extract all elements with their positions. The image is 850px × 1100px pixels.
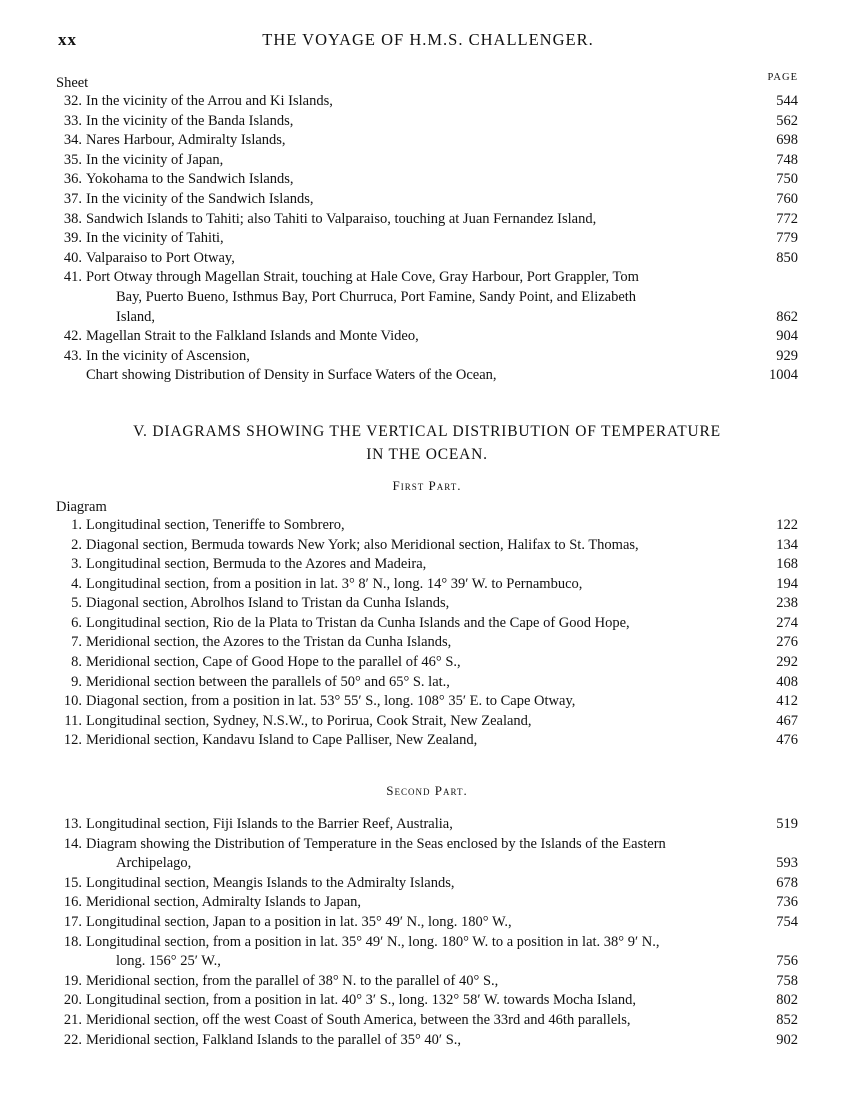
contents-entry — [56, 933, 798, 972]
entry-number: 3. — [71, 556, 82, 573]
entry-title: Diagonal section, Bermuda towards New York; also Meridional section, Halifax to St. Thomas, — [86, 536, 639, 553]
contents-entry — [56, 1011, 798, 1031]
contents-entry — [56, 516, 798, 536]
entry-title: Meridional section, Cape of Good Hope to the parallel of 46° S., — [86, 654, 461, 671]
entry-page-number: 1004 — [769, 367, 798, 384]
contents-entry — [56, 913, 798, 933]
entry-title: In the vicinity of Tahiti, — [86, 230, 224, 247]
contents-entry — [56, 815, 798, 835]
entry-title: Valparaiso to Port Otway, — [86, 249, 235, 266]
contents-entry — [56, 1031, 798, 1051]
entry-title: Longitudinal section, from a position in lat. 35° 49′ N., long. 180° W. to a position in lat. 38° 9′ N., — [86, 933, 660, 950]
entry-number: 41. — [63, 269, 82, 286]
entry-title-continuation: Bay, Puerto Bueno, Isthmus Bay, Port Churruca, Port Famine, Sandy Point, and Elizabeth — [116, 288, 637, 305]
entry-title: Longitudinal section, Meangis Islands to the Admiralty Islands, — [86, 874, 455, 891]
entry-page-number: 519 — [776, 816, 798, 833]
entry-number: 12. — [63, 732, 82, 749]
entry-number: 11. — [64, 712, 82, 729]
entry-page-number: 562 — [776, 112, 798, 129]
entry-page-number: 779 — [776, 230, 798, 247]
entry-title: Meridional section, Falkland Islands to the parallel of 35° 40′ S., — [86, 1031, 462, 1048]
entry-page-number: 292 — [776, 654, 798, 671]
entry-number: 19. — [63, 972, 82, 989]
entry-page-number: 929 — [776, 347, 798, 364]
entry-title: Longitudinal section, Bermuda to the Azores and Madeira, — [86, 556, 427, 573]
contents-entry — [56, 594, 798, 614]
entry-title: In the vicinity of the Sandwich Islands, — [86, 190, 314, 207]
contents-entry — [56, 673, 798, 693]
entry-number: 38. — [63, 210, 82, 227]
entry-title: Meridional section, off the west Coast of South America, between the 33rd and 46th parallels, — [86, 1011, 631, 1028]
contents-entry — [56, 835, 798, 874]
entry-number: 5. — [71, 595, 82, 612]
entry-page-number: 593 — [776, 855, 798, 872]
entry-title: In the vicinity of the Banda Islands, — [86, 112, 294, 129]
entry-title: Diagonal section, Abrolhos Island to Tristan da Cunha Islands, — [86, 595, 450, 612]
entry-number: 37. — [63, 190, 82, 207]
entry-page-number: 904 — [776, 328, 798, 345]
contents-entry — [56, 249, 798, 269]
entry-page-number: 772 — [776, 210, 798, 227]
contents-entry — [56, 575, 798, 595]
entry-page-number: 754 — [776, 914, 798, 930]
contents-entry — [56, 731, 798, 751]
entry-number: 35. — [63, 151, 82, 168]
entry-title: In the vicinity of Japan, — [86, 151, 224, 168]
entry-title: Port Otway through Magellan Strait, touching at Hale Cove, Gray Harbour, Port Grappler, Tom — [86, 269, 639, 286]
entry-title: Meridional section, Kandavu Island to Cape Palliser, New Zealand, — [86, 732, 478, 749]
contents-entry — [56, 112, 798, 132]
entry-number: 42. — [63, 328, 82, 345]
entry-number: 9. — [71, 673, 82, 690]
entry-page-number: 750 — [776, 171, 798, 188]
entry-page-number: 276 — [776, 634, 798, 651]
contents-entry — [56, 893, 798, 913]
contents-entry — [56, 268, 798, 327]
entry-page-number: 476 — [776, 732, 798, 749]
entry-number: 8. — [71, 654, 82, 671]
page-column-label: PAGE — [767, 72, 798, 83]
contents-entry — [56, 170, 798, 190]
entry-page-number: 862 — [776, 308, 798, 325]
section-title — [56, 420, 798, 466]
entry-page-number: 758 — [776, 972, 798, 989]
entry-number: 13. — [63, 816, 82, 833]
entry-page-number: 802 — [776, 992, 798, 1009]
entry-title-continuation: Archipelago, — [116, 855, 192, 872]
entry-number: 22. — [63, 1031, 82, 1048]
entry-number: 14. — [63, 835, 82, 852]
entry-number: 18. — [63, 933, 82, 950]
contents-entry — [56, 633, 798, 653]
entry-page-number: 756 — [776, 953, 798, 970]
contents-entry — [56, 692, 798, 712]
entry-page-number: 850 — [776, 249, 798, 266]
sheet-label: Sheet — [56, 75, 89, 91]
entry-title: Longitudinal section, Fiji Islands to the Barrier Reef, Australia, — [86, 816, 453, 833]
contents-body — [56, 72, 798, 1050]
contents-entry — [56, 991, 798, 1011]
page-header — [58, 30, 798, 52]
contents-entry — [56, 366, 798, 386]
entry-number: 2. — [71, 536, 82, 553]
contents-entry — [56, 327, 798, 347]
section-title-line-2: IN THE OCEAN. — [366, 445, 488, 463]
entry-page-number: 698 — [776, 132, 798, 149]
section-title-line-1: V. DIAGRAMS SHOWING THE VERTICAL DISTRIBUTION OF TEMPERATURE — [133, 422, 721, 440]
diagram-column-header — [56, 496, 798, 516]
contents-entry — [56, 972, 798, 992]
entry-page-number: 408 — [776, 673, 798, 690]
entry-title: In the vicinity of Ascension, — [86, 347, 250, 364]
entry-number: 43. — [63, 347, 82, 364]
entry-number: 4. — [71, 575, 82, 592]
contents-entry — [56, 131, 798, 151]
entry-title: Diagram showing the Distribution of Temperature in the Seas enclosed by the Islands of the Eastern — [86, 835, 666, 852]
entry-number: 36. — [63, 171, 82, 188]
entry-number: 33. — [63, 112, 82, 129]
entry-number: 7. — [71, 634, 82, 651]
page-folio: xx — [58, 30, 77, 49]
entry-number: 40. — [63, 249, 82, 266]
diagram-label: Diagram — [56, 498, 107, 515]
entry-number: 15. — [63, 874, 82, 891]
contents-entry — [56, 190, 798, 210]
entry-page-number: 544 — [776, 93, 798, 109]
entry-title: Longitudinal section, Sydney, N.S.W., to Porirua, Cook Strait, New Zealand, — [86, 712, 532, 729]
contents-entry — [56, 92, 798, 112]
entry-title: Longitudinal section, from a position in lat. 40° 3′ S., long. 132° 58′ W. towards Mocha Island, — [86, 992, 636, 1009]
entry-page-number: 852 — [776, 1011, 798, 1028]
entry-number: 20. — [63, 992, 82, 1009]
entry-title: In the vicinity of the Arrou and Ki Islands, — [86, 93, 333, 109]
entry-page-number: 134 — [776, 536, 798, 553]
entry-page-number: 238 — [776, 595, 798, 612]
sheet-list — [56, 92, 798, 386]
first-part-list — [56, 516, 798, 751]
entry-title: Longitudinal section, Japan to a position in lat. 35° 49′ N., long. 180° W., — [86, 914, 512, 930]
entry-number: 10. — [63, 693, 82, 710]
entry-title-continuation: Island, — [116, 308, 156, 325]
running-title: THE VOYAGE OF H.M.S. CHALLENGER. — [262, 30, 594, 49]
entry-page-number: 194 — [776, 575, 798, 592]
contents-entry — [56, 712, 798, 732]
contents-entry — [56, 653, 798, 673]
entry-page-number: 748 — [776, 151, 798, 168]
contents-entry — [56, 874, 798, 894]
entry-title: Chart showing Distribution of Density in Surface Waters of the Ocean, — [86, 367, 497, 384]
entry-title: Sandwich Islands to Tahiti; also Tahiti to Valparaiso, touching at Juan Fernandez Island, — [86, 210, 597, 227]
entry-number: 6. — [71, 614, 82, 631]
contents-entry — [56, 614, 798, 634]
entry-number: 34. — [63, 132, 82, 149]
second-part-list — [56, 815, 798, 1050]
entry-title: Longitudinal section, Rio de la Plata to Tristan da Cunha Islands and the Cape of Good Hope, — [86, 614, 630, 631]
contents-entry — [56, 536, 798, 556]
entry-number: 16. — [63, 894, 82, 911]
entry-number: 39. — [63, 230, 82, 247]
entry-title: Meridional section, Admiralty Islands to Japan, — [86, 894, 362, 911]
entry-page-number: 412 — [776, 693, 798, 710]
entry-title: Magellan Strait to the Falkland Islands and Monte Video, — [86, 328, 419, 345]
entry-title-continuation: long. 156° 25′ W., — [116, 953, 221, 970]
entry-title: Meridional section, the Azores to the Tristan da Cunha Islands, — [86, 634, 452, 651]
entry-page-number: 122 — [776, 516, 798, 533]
contents-entry — [56, 347, 798, 367]
entry-number: 32. — [63, 93, 82, 109]
contents-entry — [56, 229, 798, 249]
second-part-heading: Second Part. — [386, 783, 468, 799]
entry-title: Nares Harbour, Admiralty Islands, — [86, 132, 286, 149]
first-part-heading: First Part. — [392, 477, 462, 493]
entry-number: 1. — [71, 516, 82, 533]
entry-number: 21. — [63, 1011, 82, 1028]
contents-entry — [56, 151, 798, 171]
entry-page-number: 678 — [776, 874, 798, 891]
entry-title: Meridional section between the parallels of 50° and 65° S. lat., — [86, 673, 450, 690]
entry-page-number: 467 — [776, 712, 798, 729]
contents-entry — [56, 555, 798, 575]
entry-page-number: 274 — [776, 614, 798, 631]
entry-page-number: 760 — [776, 190, 798, 207]
entry-page-number: 902 — [776, 1031, 798, 1048]
entry-title: Meridional section, from the parallel of 38° N. to the parallel of 40° S., — [86, 972, 499, 989]
entry-title: Longitudinal section, from a position in lat. 3° 8′ N., long. 14° 39′ W. to Pernambuco, — [86, 575, 583, 592]
entry-title: Longitudinal section, Teneriffe to Sombrero, — [86, 516, 345, 533]
contents-entry — [56, 210, 798, 230]
sheet-column-header — [56, 72, 798, 92]
entry-title: Yokohama to the Sandwich Islands, — [86, 171, 294, 188]
entry-number: 17. — [63, 914, 82, 930]
entry-title: Diagonal section, from a position in lat. 53° 55′ S., long. 108° 35′ E. to Cape Otway, — [86, 693, 576, 710]
entry-page-number: 168 — [776, 556, 798, 573]
entry-page-number: 736 — [776, 894, 798, 911]
